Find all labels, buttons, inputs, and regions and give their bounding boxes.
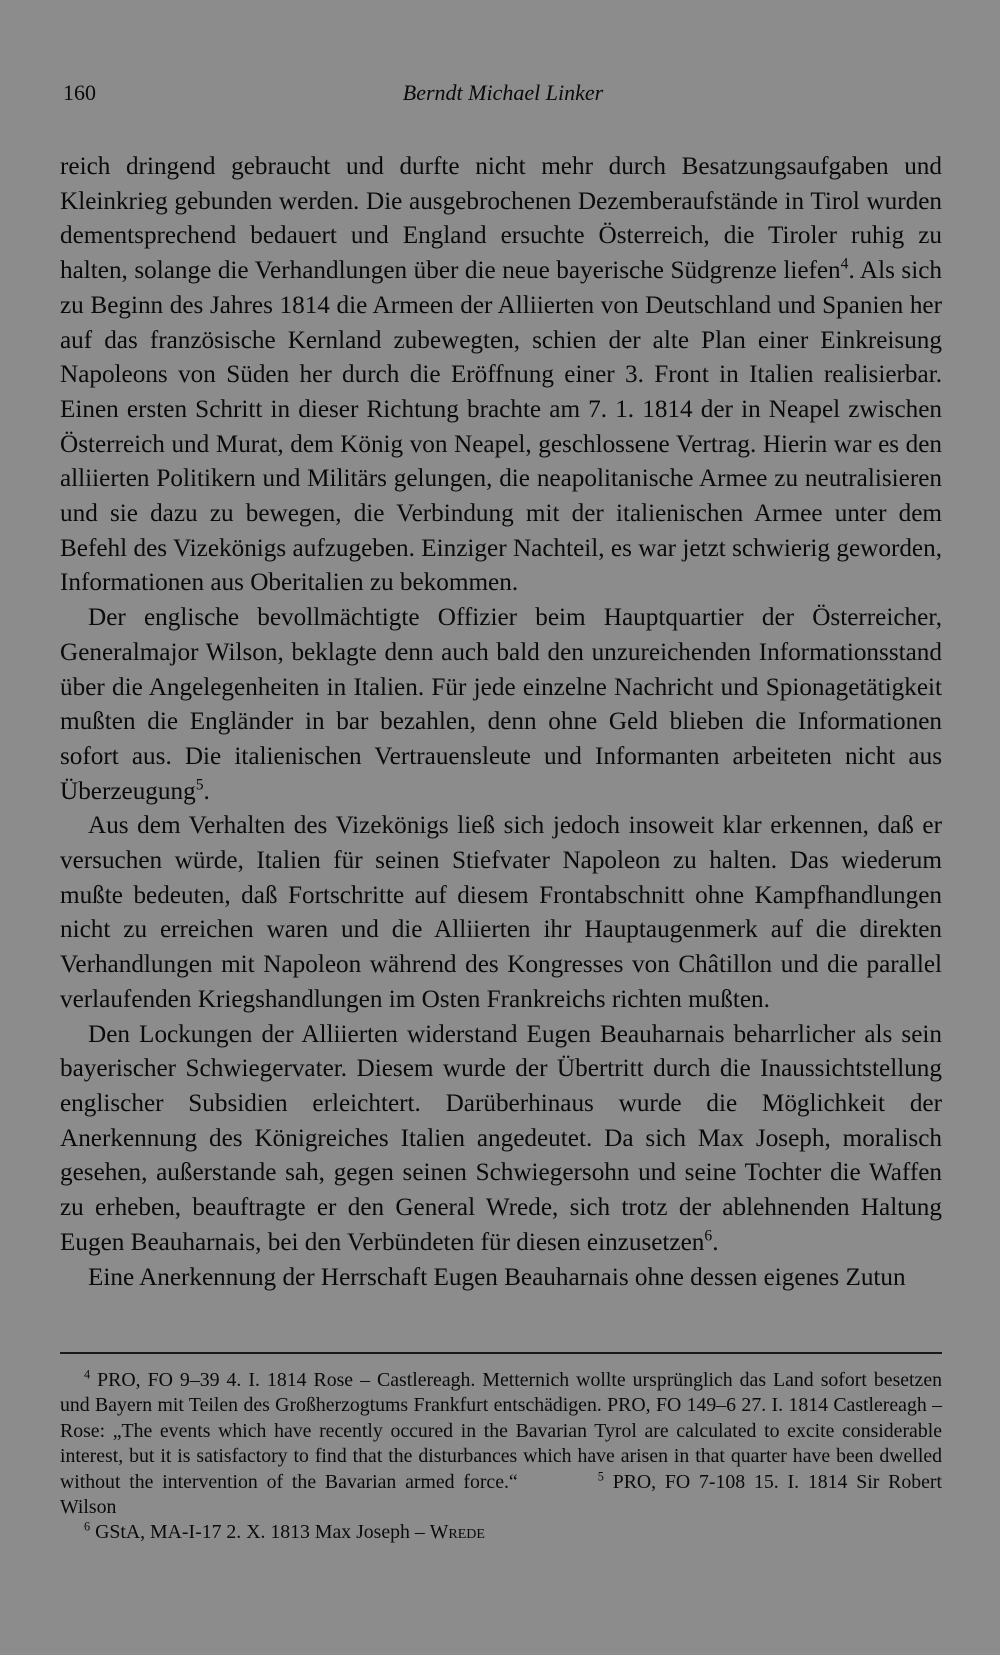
footnote-6-name: Wrede xyxy=(429,1521,485,1544)
paragraph-1-text: reich dringend gebraucht und durfte nicht mehr durch Besatzungsaufgaben und Kleinkrieg gebunden werden. Die ausgebrochenen Dezemberaufstände in Tirol wurden dementsprechend bedauert und England ersuchte Österreich, die Tiroler ruhig zu halten, solange die Verhandlungen über die neue bayerische Südgrenze liefen xyxy=(60,153,942,285)
paragraph-2-text: Der englische bevollmächtigte Offizier beim Hauptquartier der Österreicher, Generalmajor Wilson, beklagte denn auch bald den unzureichenden Informationsstand über die Angelegenheiten in Italien. Für jede einzelne Nachricht und Spionagetätigkeit mußten die Engländer in bar bezahlen, denn ohne Geld blieben die Informationen sofort aus. Die italienischen Vertrauensleute und Informanten arbeiteten nicht aus Überzeugung xyxy=(60,604,942,805)
footnote-4-mark: 4 xyxy=(84,1367,91,1382)
paragraph-5: Eine Anerkennung der Herrschaft Eugen Beauharnais ohne dessen eigenes Zutun xyxy=(88,1263,906,1291)
paragraph-2-end: . xyxy=(203,777,210,805)
paragraph-1 xyxy=(60,150,942,601)
paragraph-4 xyxy=(60,1018,942,1261)
page-header xyxy=(63,80,943,116)
footnote-6-text: GStA, MA-I-17 2. X. 1813 Max Joseph – xyxy=(95,1521,430,1544)
footnote-4-text: PRO, FO 9–39 4. I. 1814 Rose – Castlereagh. Metternich wollte ursprünglich das Land sofort besetzen und Bayern mit Teilen des Großherzogtums Frankfurt entschädigen. PRO, FO 149–6 27. I. 1814 Castlereagh – Rose: „The events which have recently occured in the Bavarian Tyrol are calculated to excite considerable interest, but it is satisfactory to find that the disturbances which have arisen in that quarter have been dwelled without the intervention of the Bavarian armed force.“ xyxy=(60,1369,942,1493)
paragraph-4-text: Den Lockungen der Alliierten widerstand Eugen Beauharnais beharrlicher als sein bayerischer Schwiegervater. Diesem wurde der Übertritt durch die Inaussichtstellung englischer Subsidien erleichtert. Darüberhinaus wurde die Möglichkeit der Anerkennung des Königreiches Italien angedeutet. Da sich Max Joseph, moralisch gesehen, außerstande sah, gegen seinen Schwiegersohn und seine Tochter die Waffen zu erheben, beauftragte er den General Wrede, sich trotz der ablehnenden Haltung Eugen Beauharnais, bei den Verbündeten für diesen einzusetzen xyxy=(60,1020,942,1256)
footnote-divider xyxy=(60,1352,942,1354)
paragraph-2 xyxy=(60,601,942,809)
footnote-ref-6: 6 xyxy=(704,1227,713,1245)
footnote-4-5 xyxy=(60,1368,942,1520)
footnote-5-mark: 5 xyxy=(597,1469,604,1484)
footnote-6-mark: 6 xyxy=(84,1519,91,1534)
page-number: 160 xyxy=(63,80,96,105)
footnote-ref-5: 5 xyxy=(195,776,204,794)
body-text xyxy=(60,150,942,1295)
footnote-6 xyxy=(60,1520,942,1545)
paragraph-3: Aus dem Verhalten des Vizekönigs ließ sich jedoch insoweit klar erkennen, daß er versuchen würde, Italien für seinen Stiefvater Napoleon zu halten. Das wiederum mußte bedeuten, daß Fortschritte auf diesem Frontabschnitt ohne Kampfhandlungen nicht zu erreichen waren und die Alliierten ihr Hauptaugenmerk auf die direkten Verhandlungen mit Napoleon während des Kongresses von Châtillon und die parallel verlaufenden Kriegshandlungen im Osten Frankreichs richten mußten. xyxy=(60,812,942,1013)
footnotes xyxy=(60,1368,942,1546)
paragraph-1-text-cont: . Als sich zu Beginn des Jahres 1814 die Armeen der Alliierten von Deutschland und Spanien her auf das französische Kernland zubewegten, schien der alte Plan einer Einkreisung Napoleons von Süden her durch die Eröffnung einer 3. Front in Italien realisierbar. Einen ersten Schritt in dieser Richtung brachte am 7. 1. 1814 der in Neapel zwischen Österreich und Murat, dem König von Neapel, geschlossene Vertrag. Hierin war es den alliierten Politikern und Militärs gelungen, die neapolitanische Armee zu neutralisieren und sie dazu zu bewegen, die Verbindung mit der italienischen Armee unter dem Befehl des Vizekönigs aufzugeben. Einziger Nachteil, es war jetzt schwierig geworden, Informationen aus Oberitalien zu bekommen. xyxy=(60,257,942,597)
footnote-5-text: PRO, FO 7-108 15. I. 1814 Sir Robert Wilson xyxy=(60,1470,942,1519)
footnote-ref-4: 4 xyxy=(840,255,849,273)
paragraph-4-end: . xyxy=(712,1228,719,1256)
running-head: Berndt Michael Linker xyxy=(402,80,604,105)
